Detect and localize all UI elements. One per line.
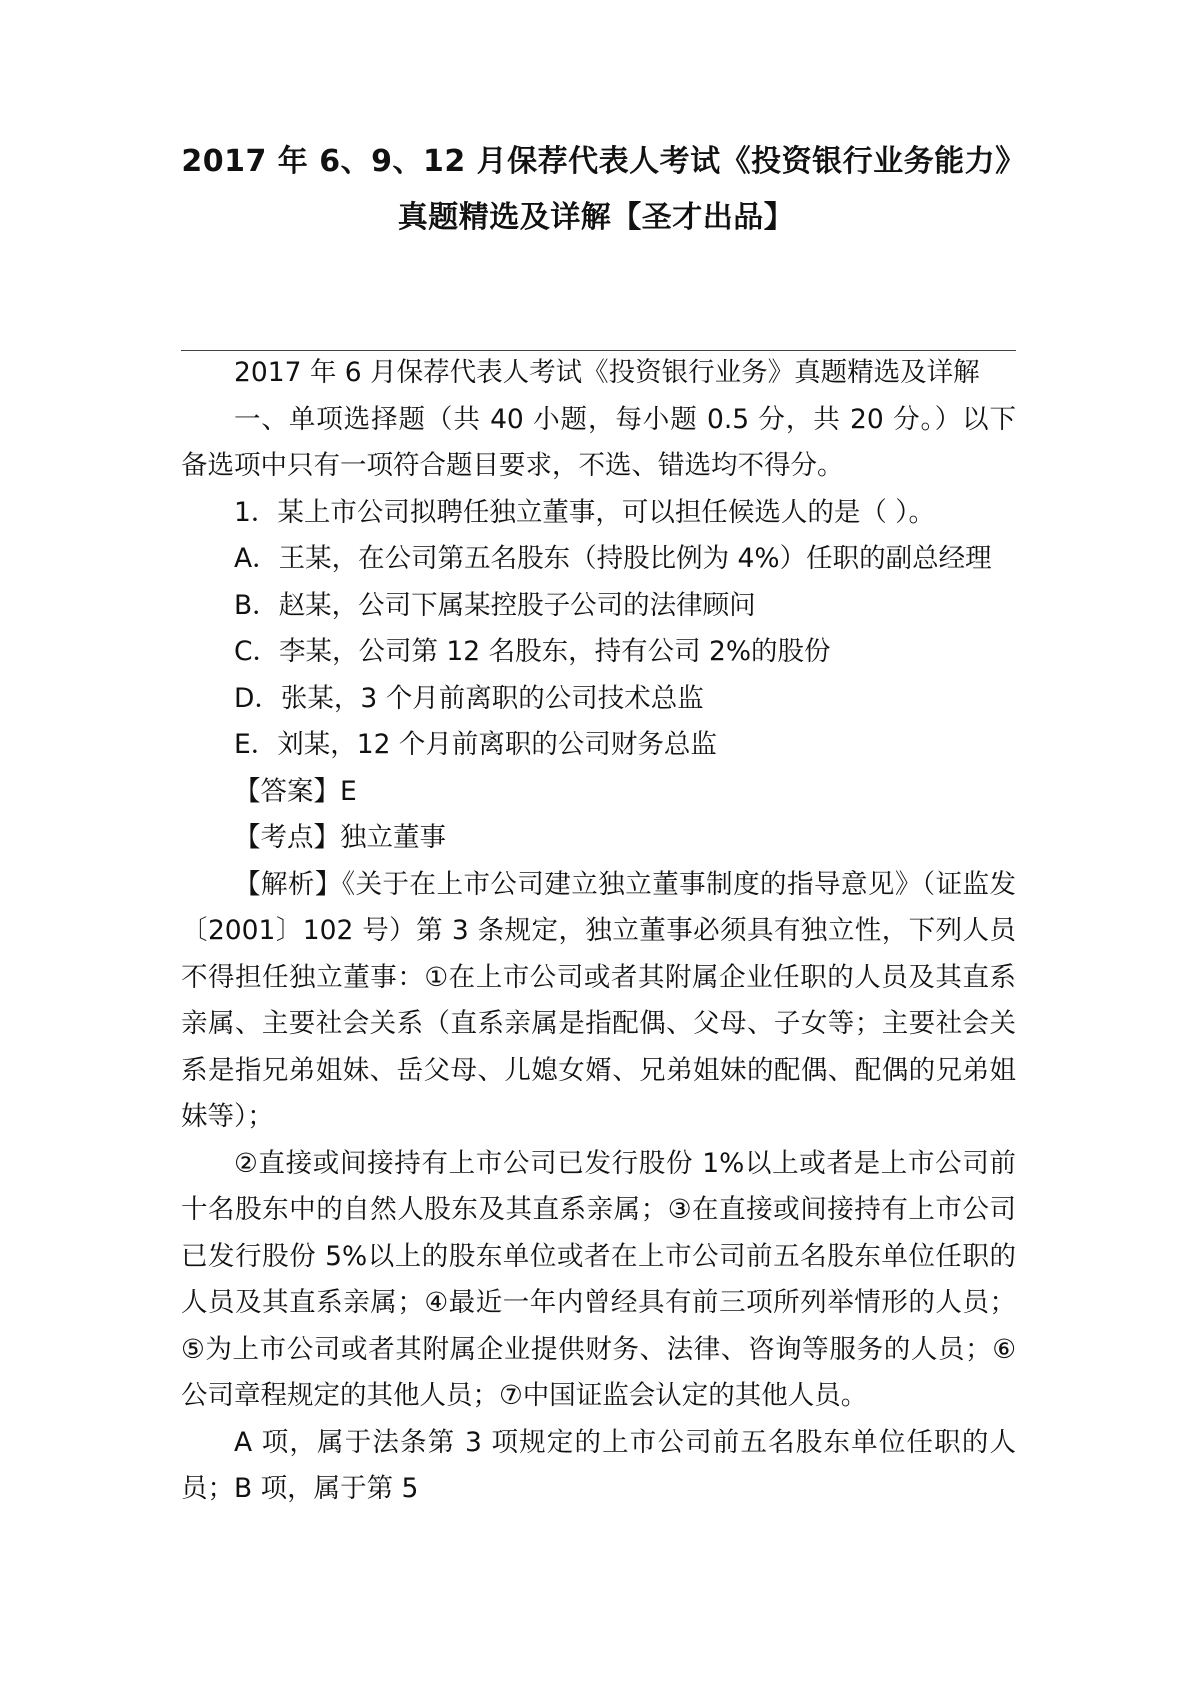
option-d: D．张某，3 个月前离职的公司技术总监 xyxy=(234,682,704,714)
analysis-paragraph-2: ②直接或间接持有上市公司已发行股份 1%以上或者是上市公司前十名股东中的自然人股东及其直系亲属；③在直接或间接持有上市公司已发行股份 5%以上的股东单位或者在上市公司前五名股东单位任职的人员及其直系亲属；④最近一年内曾经具有前三项所列举情形的人员；⑤为上市公司或者其附属企业提供财务、法律、咨询等服务的人员；⑥公司章程规定的其他人员；⑦中国证监会认定的其他人员。 xyxy=(181,1147,1016,1411)
part-heading: 一、单项选择题（共 40 小题，每小题 0.5 分，共 20 分。）以下备选项中只有一项符合题目要求，不选、错选均不得分。 xyxy=(181,403,1016,481)
option-a: A．王某，在公司第五名股东（持股比例为 4%）任职的副总经理 xyxy=(234,543,992,574)
analysis-paragraph-3: A 项，属于法条第 3 项规定的上市公司前五名股东单位任职的人员；B 项，属于第 5 xyxy=(181,1426,1016,1504)
test-point-line: 【考点】独立董事 xyxy=(234,822,446,853)
answer-line: 【答案】E xyxy=(234,775,357,807)
document-body xyxy=(181,350,1016,1513)
document-title: 2017 年 6、9、12 月保荐代表人考试《投资银行业务能力》真题精选及详解【圣才出品】 xyxy=(181,144,1011,235)
question-stem: 1．某上市公司拟聘任独立董事，可以担任候选人的是（ ）。 xyxy=(234,496,936,528)
analysis-paragraph-1: 【解析】《关于在上市公司建立独立董事制度的指导意见》（证监发〔2001〕102 号）第 3 条规定，独立董事必须具有独立性，下列人员不得担任独立董事：①在上市公司或者其附属企业任职的人员及其直系亲属、主要社会关系（直系亲属是指配偶、父母、子女等；主要社会关系是指兄弟姐妹、岳父母、儿媳女婿、兄弟姐妹的配偶、配偶的兄弟姐妹等）； xyxy=(181,868,1016,1132)
option-c: C．李某，公司第 12 名股东，持有公司 2%的股份 xyxy=(234,636,831,667)
option-b: B．赵某，公司下属某控股子公司的法律顾问 xyxy=(234,589,756,621)
section-heading: 2017 年 6 月保荐代表人考试《投资银行业务》真题精选及详解 xyxy=(234,357,980,388)
option-e: E．刘某，12 个月前离职的公司财务总监 xyxy=(234,729,717,760)
